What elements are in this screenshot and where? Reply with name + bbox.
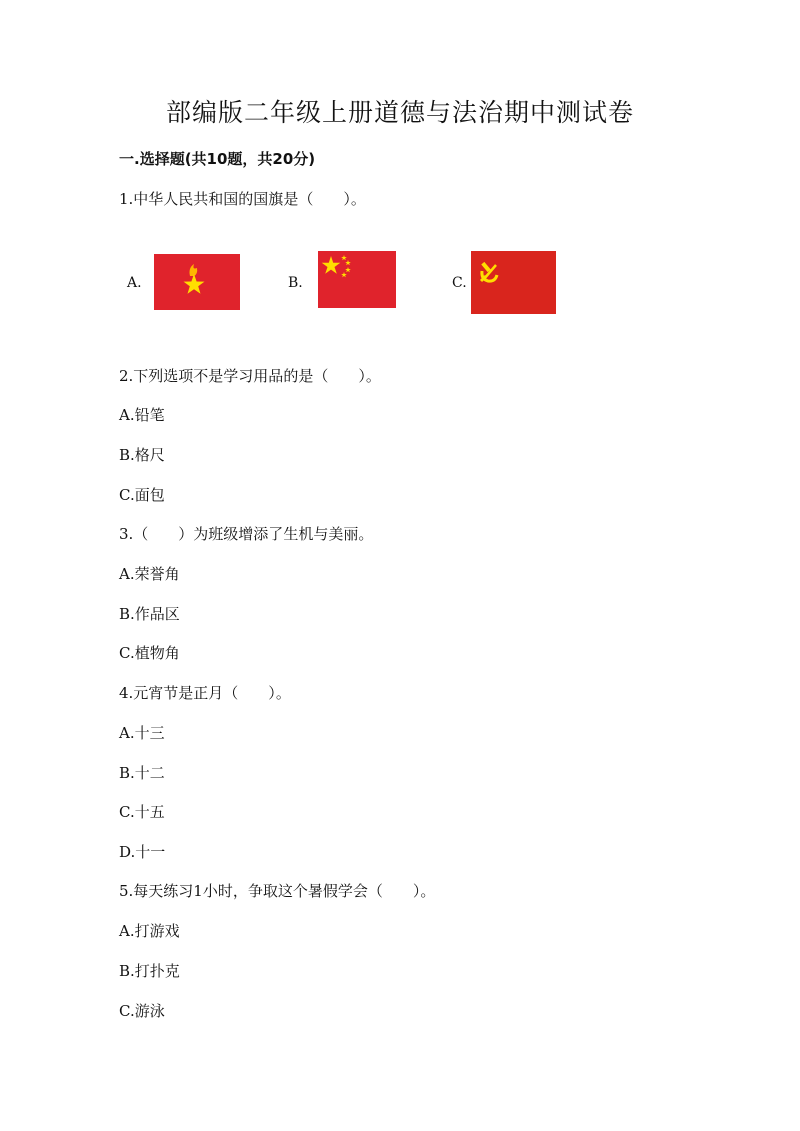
question-4-option-c: C.十五: [119, 803, 165, 821]
question-3-option-b: B.作品区: [119, 605, 180, 623]
question-5-option-a: A.打游戏: [119, 922, 180, 940]
section-heading: 一.选择题(共10题，共20分): [119, 150, 316, 168]
question-1-option-a-label: A.: [127, 275, 142, 291]
exam-title: 部编版二年级上册道德与法治期中测试卷: [165, 98, 634, 127]
question-5-option-b: B.打扑克: [119, 962, 180, 980]
question-4-stem: 4.元宵节是正月（ ）。: [119, 684, 291, 702]
question-2-stem: 2.下列选项不是学习用品的是（ ）。: [119, 367, 381, 385]
question-3-stem: 3.（ ）为班级增添了生机与美丽。: [119, 525, 374, 543]
question-2-option-b: B.格尺: [119, 446, 165, 464]
question-4-option-a: A.十三: [119, 724, 165, 742]
question-2-option-c: C.面包: [119, 486, 165, 504]
question-4-option-d: D.十一: [119, 843, 166, 861]
party-flag-icon: [471, 251, 556, 314]
question-4-option-b: B.十二: [119, 764, 165, 782]
question-1-option-c-label: C.: [452, 275, 467, 291]
young-pioneers-flag-icon: [154, 254, 240, 310]
question-3-option-c: C.植物角: [119, 644, 180, 662]
question-5-option-c: C.游泳: [119, 1002, 165, 1020]
question-3-option-a: A.荣誉角: [119, 565, 180, 583]
question-5-stem: 5.每天练习1小时，争取这个暑假学会（ ）。: [119, 882, 436, 900]
national-flag-icon: [318, 251, 396, 308]
question-1-stem: 1.中华人民共和国的国旗是（ ）。: [119, 190, 366, 208]
question-1-option-b-label: B.: [288, 275, 303, 291]
question-2-option-a: A.铅笔: [119, 406, 165, 424]
